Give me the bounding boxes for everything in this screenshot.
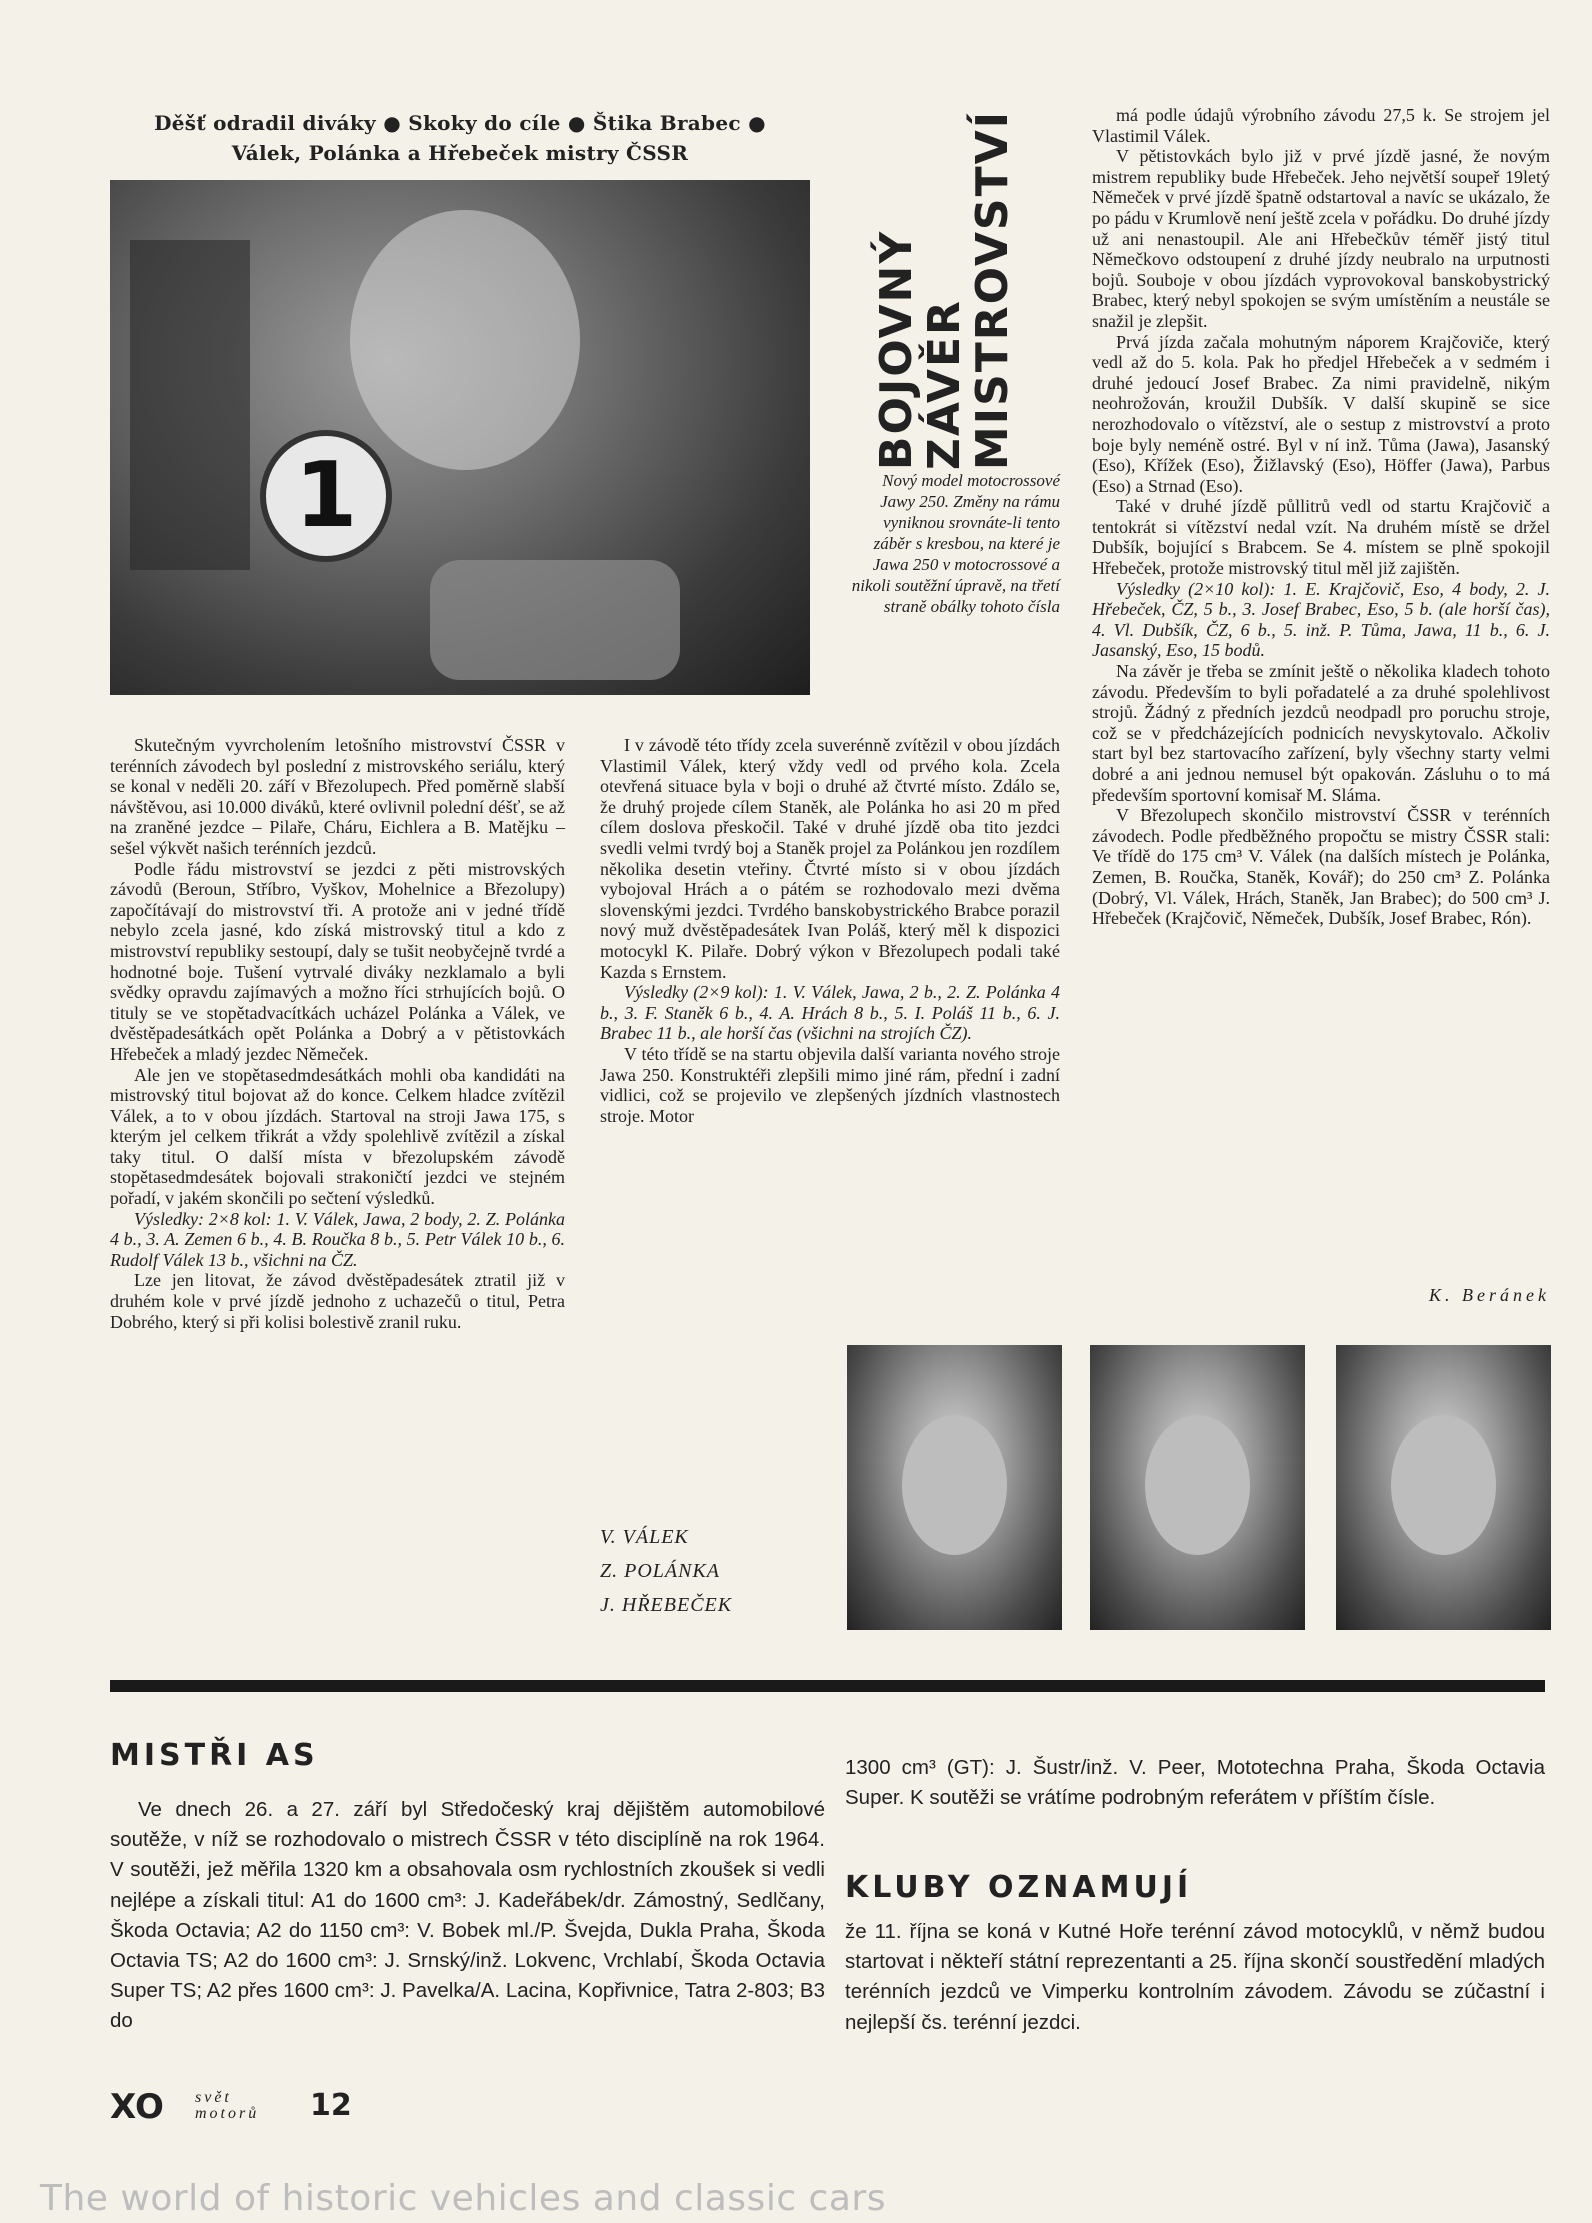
paragraph: 1300 cm³ (GT): J. Šustr/inž. V. Peer, Mototechna Praha, Škoda Octavia Super. K soutěži se vrátíme podrobným referátem v příštím čísle.: [845, 1756, 1545, 1810]
portrait-name: J. HŘEBEČEK: [600, 1594, 733, 1616]
paragraph: Lze jen litovat, že závod dvěstěpadesátek ztratil již v druhém kole v prvé jízdě jednoho z uchazečů o titul, Petra Dobrého, který si při kolisi bolestivě zranil ruku.: [110, 1270, 565, 1332]
headline-line-3: MISTROVSTVÍ: [967, 109, 1018, 471]
photo-rider-helmet: [350, 210, 580, 470]
start-number-plate: 1: [260, 430, 392, 562]
paragraph: V pětistovkách bylo již v prvé jízdě jasné, že novým mistrem republiky bude Hřebeček. Jeho největší soupeř 19letý Němeček v prvé jízdě špatně odstartoval a navíc se ukázalo, že po pádu v Krumlově není ještě zcela v pořádku. Do druhé jízdy už ani nenastoupil. Ale ani Hřebečkův téměř jistý titul Němečkovo odstoupení z druhé jízdy neubralo na urputnosti bojů. Souboje v obou jízdách vyprovokoval banskobystrický Brabec, který nebyl spokojen se svým umístěním a neustále se snažil je zlepšit.: [1092, 146, 1550, 331]
portrait-face: [902, 1415, 1007, 1555]
section-title: KLUBY OZNAMUJÍ: [845, 1870, 1193, 1905]
portrait-name: Z. POLÁNKA: [600, 1560, 721, 1582]
section-divider: [110, 1680, 1545, 1692]
author-signature: K. Beránek: [1429, 1285, 1550, 1305]
article-column-3: [1092, 105, 1550, 929]
portrait-photo: [1090, 1345, 1305, 1630]
motocross-photo: [110, 180, 810, 695]
brand-line: svět: [195, 2089, 232, 2106]
portrait-face: [1145, 1415, 1250, 1555]
photo-shadow: [130, 240, 250, 570]
results-paragraph: Výsledky (2×9 kol): 1. V. Válek, Jawa, 2 b., 2. Z. Polánka 4 b., 3. F. Staněk 6 b., 4. A. Hrách 8 b., 5. I. Poláš 11 b., 6. J. Brabec 11 b., ale horší čas (všichni na strojích ČZ).: [600, 982, 1060, 1044]
magazine-brand: [195, 2090, 259, 2122]
paragraph: V Březolupech skončilo mistrovství ČSSR v terénních závodech. Podle předběžného propočtu se mistry ČSSR stali: Ve třídě do 175 cm³ V. Válek (na dalších místech je Polánka, Zemen, B. Roučka, Staněk, Kovář); do 250 cm³ Z. Polánka (Dobrý, Vl. Válek, Hrách, Staněk, Jan Brabec); do 500 cm³ J. Hřebeček (Krajčovič, Němeček, Dubšík, Josef Brabec, Rón).: [1092, 805, 1550, 929]
portrait-photo: [847, 1345, 1062, 1630]
paragraph: Ale jen ve stopětasedmdesátkách mohli oba kandidáti na mistrovský titul bojovat až do konce. Celkem hladce zvítězil Válek, a to v obou jízdách. Startoval na stroji Jawa 175, s kterým jel celkem třikrát a vždy spolehlivě zvítězil a získal taky titul. O další místa v březolupském závodě stopětasedmdesátek bojovali strakoničtí jezdci ve stejném pořadí, v jakém skončili po sečtení výsledků.: [110, 1064, 565, 1209]
results-paragraph: Výsledky: 2×8 kol: 1. V. Válek, Jawa, 2 body, 2. Z. Polánka 4 b., 3. A. Zemen 6 b., 4. B. Roučka 8 b., 5. Petr Válek 10 b., 6. Rudolf Válek 13 b., všichni na ČZ.: [110, 1208, 565, 1270]
watermark: The world of historic vehicles and classic cars: [40, 2178, 886, 2219]
section-body-continued: [845, 1753, 1545, 1813]
section-title: MISTŘI AS: [110, 1738, 319, 1773]
paragraph: má podle údajů výrobního závodu 27,5 k. Se strojem jel Vlastimil Válek.: [1092, 105, 1550, 146]
paragraph: Skutečným vyvrcholením letošního mistrovství ČSSR v terénních závodech byl poslední z mistrovského seriálu, který se konal v neděli 20. září v Březolupech. Před poměrně slabší návštěvou, asi 10.000 diváků, které ovlivnil polední déšť, se až na zraněné jezdce – Pilaře, Cháru, Eichlera a B. Matějku – sešel výkvět našich terénních jezdců.: [110, 735, 565, 858]
headline-line-2: ZÁVĚR: [919, 299, 970, 471]
page-number: 12: [310, 2088, 352, 2123]
paragraph: Podle řádu mistrovství se jezdci z pěti mistrovských závodů (Beroun, Stříbro, Vyškov, Mohelnice a Březolupy) započítávají do mistrovství tři. A protože ani v jedné třídě nebylo zcela jasné, kdo získá mistrovský titul a kdo z mistrovství republiky sestoupí, daly se tušit neobyčejně tvrdé a hodnotné boje. Tušení vytrvalé diváky nezklamalo a byli svědky opravdu zajímavých a možno říci strhujících bojů. O tituly se ve stopětadvacítkách ucházel Polánka a Válek, ve dvěstěpadesátkách opět Polánka a Dobrý a v pětistovkách Hřebeček a mladý jezdec Němeček.: [110, 858, 565, 1064]
photo-caption: Nový model motocrossové Jawy 250. Změny na rámu vyniknou srovnáte-li tento záběr s kresbou, na které je Jawa 250 v motocrossové a nikoli soutěžní úpravě, na třetí straně obálky tohoto čísla: [851, 471, 1060, 616]
kicker-line-2: Válek, Polánka a Hřebeček mistry ČSSR: [231, 141, 689, 165]
section-body: [110, 1795, 825, 2037]
article-column-1: [110, 735, 565, 1332]
portrait-names: [600, 1520, 780, 1622]
paragraph: Prvá jízda začala mohutným náporem Krajčoviče, který vedl až do 5. kola. Pak ho předjel Hřebeček a v sedmém i druhé jedoucí Josef Brabec. Za nimi pravidelně, nikým neohrožován, kroužil Dubšík. V další skupině se sice nerozhodovalo o vítězství, ale o sestup z mistrovství a proto boje byly neméně ostré. Byl v ní inž. Tůma (Jawa), Jasanský (Eso), Křížek (Eso), Žižlavský (Eso), Höffer (Jawa), Parbus (Eso) a Strnad (Eso).: [1092, 331, 1550, 496]
kicker-line-1: Děšť odradil diváky ● Skoky do cíle ● Štika Brabec ●: [154, 111, 766, 135]
headline-line-1: BOJOVNÝ: [871, 229, 922, 471]
results-paragraph: Výsledky (2×10 kol): 1. E. Krajčovič, Eso, 4 body, 2. J. Hřebeček, ČZ, 5 b., 3. Josef Brabec, Eso, 5 b. (ale horší čas), 4. Vl. Dubšík, ČZ, 6 b., 5. inž. P. Tůma, Jawa, 11 b., 6. J. Jasanský, Eso, 15 bodů.: [1092, 578, 1550, 661]
section-body: [845, 1917, 1545, 2038]
article-column-2: [600, 735, 1060, 1126]
paragraph: I v závodě této třídy zcela suverénně zvítězil v obou jízdách Vlastimil Válek, který vždy vedl od prvého kola. Zcela otevřená situace byla v boji o druhé až čtvrté místo. Zdálo se, že druhý projede cílem Staněk, ale Polánka ho asi 20 m před cílem doslova přeskočil. Také v druhé jízdě oba tito jezdci svedli velmi tvrdý boj a Staněk projel za Polánkou jen rozdílem několika desetin vteřiny. Čtvrté místo si v obou jízdách vybojoval Hrách a o pátém se rozhodovalo mezi dvěma slovenskými jezdci. Tvrdého banskobystrického Brabce porazil nový muž dvěstěpadesátek Ivan Poláš, který měl k dispozici motocykl K. Pilaře. Dobrý výkon v Březolupech podali také Kazda s Ernstem.: [600, 735, 1060, 982]
kicker: [110, 108, 810, 168]
paragraph: V této třídě se na startu objevila další varianta nového stroje Jawa 250. Konstruktéři zlepšili mimo jiné rám, přední i zadní vidlici, což se projevilo ve zlepšených jízdních vlastnostech stroje. Motor: [600, 1043, 1060, 1126]
portrait-name: V. VÁLEK: [600, 1526, 689, 1548]
paragraph: Ve dnech 26. a 27. září byl Středočeský kraj dějištěm automobilové soutěže, v níž se rozhodovalo o mistrech ČSSR v této disciplíně na rok 1964. V soutěži, jež měřila 1320 km a obsahovala osm rychlostních zkoušek si vedli nejlépe a získali titul: A1 do 1600 cm³: J. Kadeřábek/dr. Zámostný, Sedlčany, Škoda Octavia; A2 do 1150 cm³: V. Bobek ml./P. Švejda, Dukla Praha, Škoda Octavia TS; A2 do 1600 cm³: J. Srnský/inž. Lokvenc, Vrchlabí, Škoda Octavia Super TS; A2 přes 1600 cm³: J. Pavelka/A. Lacina, Kopřivnice, Tatra 2-803; B3 do: [110, 1798, 825, 2033]
headline: [850, 109, 1040, 471]
magazine-logo-icon: XO: [110, 2087, 164, 2127]
brand-line: motorů: [195, 2105, 260, 2122]
paragraph: Také v druhé jízdě půllitrů vedl od startu Krajčovič a tentokrát si vítězství nedal vzít. Na druhém místě se držel Dubšík, bojující s Brabcem. Se 4. místem se plně spokojil Hřebeček, protože mistrovský titul měl již zajištěn.: [1092, 496, 1550, 579]
portrait-face: [1391, 1415, 1496, 1555]
paragraph: Na závěr je třeba se zmínit ještě o několika kladech tohoto závodu. Především to byli pořadatelé a za druhé spolehlivost strojů. Žádný z předních jezdců neodpadl pro poruchu stroje, což se v předcházejících podnicích nevyskytovalo. Ačkoliv start byl bez startovacího zařízení, byly všechny starty velmi dobré a ani jednou nemusel být opakován. Zásluhu o to má především sportovní komisař M. Sláma.: [1092, 661, 1550, 805]
portrait-photo: [1336, 1345, 1551, 1630]
photo-engine: [430, 560, 680, 680]
paragraph: že 11. října se koná v Kutné Hoře terénní závod motocyklů, v němž budou startovat i někteří státní reprezentanti a 25. října skončí soustředění mladých terénních jezdců ve Vimperku kontrolním závodem. Závodu se zúčastní i nejlepší čs. terénní jezdci.: [845, 1920, 1545, 2034]
